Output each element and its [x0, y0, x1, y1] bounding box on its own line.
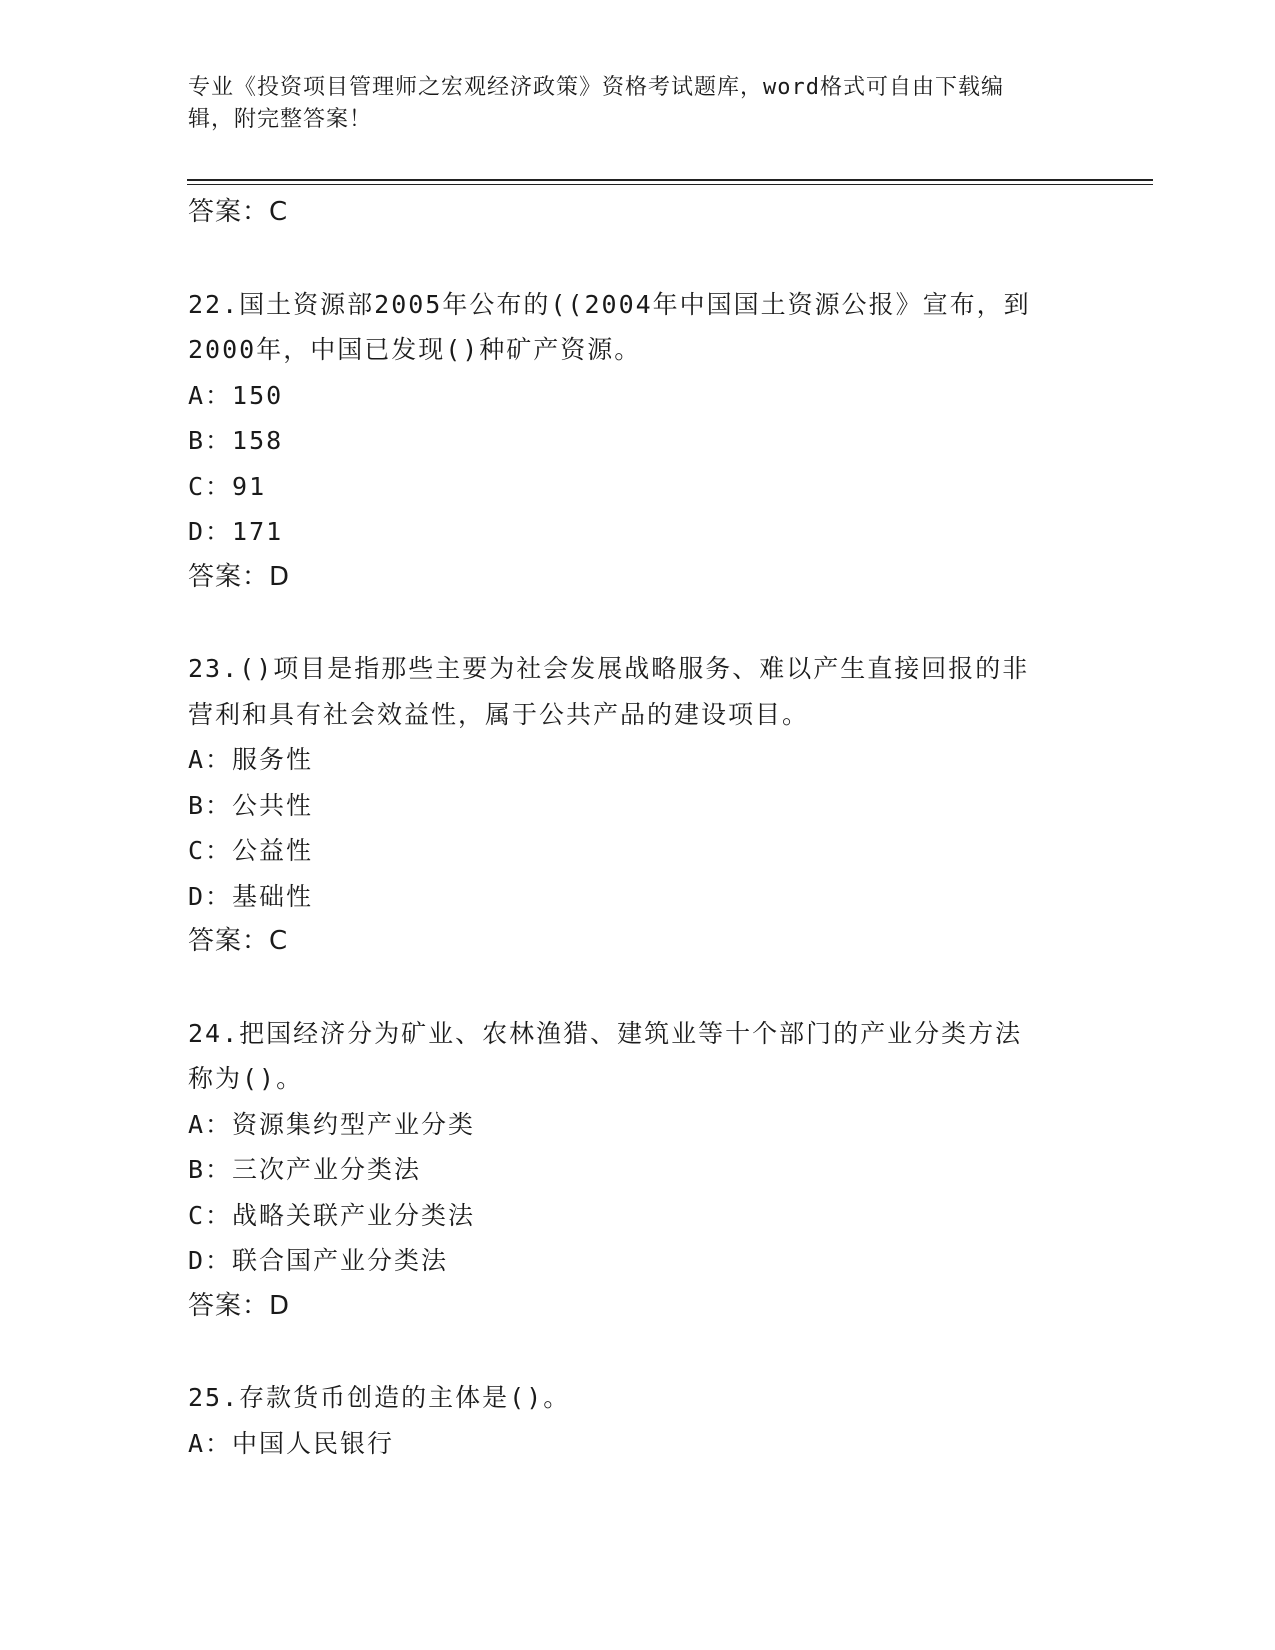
question-stem: 25.存款货币创造的主体是()。: [188, 1383, 571, 1412]
option-c: C：公益性: [188, 836, 314, 865]
option-b: B：三次产业分类法: [188, 1155, 422, 1184]
answer-line: 答案：D: [188, 1290, 291, 1321]
header-divider-thick: [187, 179, 1153, 181]
option-a: A：服务性: [188, 745, 314, 774]
option-a: A：150: [188, 380, 284, 410]
header-line-2: 辑，附完整答案！: [188, 107, 373, 132]
question-23: [188, 646, 1088, 965]
spacer: [188, 236, 1088, 282]
page-header: [188, 72, 1068, 136]
question-stem: 24.把国经济分为矿业、农林渔猎、建筑业等十个部门的产业分类方法: [188, 1018, 1023, 1048]
question-24: [188, 1011, 1088, 1330]
option-d: D：联合国产业分类法: [188, 1246, 449, 1275]
question-stem: 22.国土资源部2005年公布的((2004年中国国土资源公报》宣布，到: [188, 289, 1031, 319]
answer-line: 答案：D: [188, 561, 291, 592]
option-b: B：158: [188, 426, 284, 455]
option-d: D：基础性: [188, 881, 314, 911]
answer-line: 答案：C: [188, 926, 289, 956]
question-25: [188, 1375, 1088, 1466]
option-a: A：资源集约型产业分类: [188, 1109, 476, 1139]
question-stem: 2000年，中国已发现()种矿产资源。: [188, 335, 642, 364]
answer-line: 答案：C: [188, 197, 289, 227]
header-divider-thin: [187, 184, 1153, 185]
question-stem: 23.()项目是指那些主要为社会发展战略服务、难以产生直接回报的非: [188, 654, 1030, 683]
spacer: [188, 1329, 1088, 1375]
header-line-1: 专业《投资项目管理师之宏观经济政策》资格考试题库，word格式可自由下载编: [188, 75, 1004, 100]
question-22: [188, 282, 1088, 601]
option-c: C：91: [188, 471, 267, 501]
option-c: C：战略关联产业分类法: [188, 1200, 476, 1230]
spacer: [188, 965, 1088, 1011]
question-stem: 称为()。: [188, 1064, 304, 1093]
option-b: B：公共性: [188, 790, 314, 820]
question-list: [188, 190, 1088, 1466]
option-d: D：171: [188, 517, 284, 546]
question-stem: 营利和具有社会效益性，属于公共产品的建设项目。: [188, 699, 810, 729]
option-a: A：中国人民银行: [188, 1428, 395, 1458]
spacer: [188, 600, 1088, 646]
